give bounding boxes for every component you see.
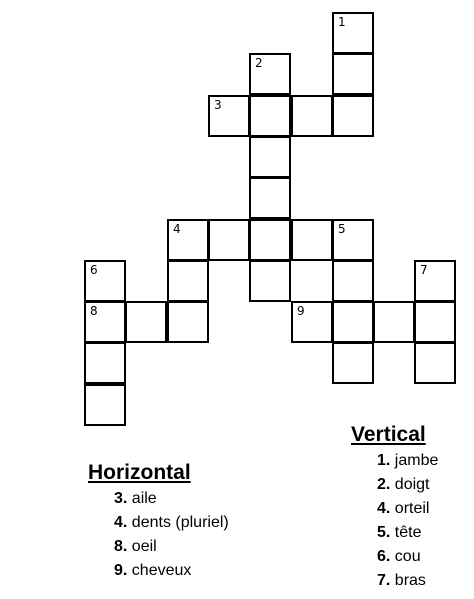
clue-number: 4.	[114, 514, 128, 531]
crossword-cell[interactable]	[84, 384, 126, 426]
horizontal-title: Horizontal	[88, 461, 191, 484]
crossword-cell[interactable]	[332, 342, 374, 384]
crossword-cell[interactable]	[291, 95, 333, 137]
crossword-cell[interactable]	[249, 260, 291, 302]
crossword-cell[interactable]	[208, 219, 250, 261]
crossword-cell[interactable]	[332, 12, 374, 54]
crossword-cell[interactable]	[249, 95, 291, 137]
crossword-cell[interactable]	[167, 260, 209, 302]
clue-item	[351, 545, 438, 569]
clue-item	[351, 521, 438, 545]
crossword-cell[interactable]	[84, 301, 126, 343]
clue-item	[351, 449, 438, 473]
clue-text: oeil	[131, 538, 157, 555]
clue-number: 6.	[377, 548, 391, 565]
clue-item	[88, 559, 229, 583]
clue-text: orteil	[394, 500, 430, 517]
clue-item	[351, 569, 438, 593]
cell-number: 1	[338, 15, 346, 29]
clue-number: 9.	[114, 562, 128, 579]
clue-item	[351, 473, 438, 497]
vertical-title: Vertical	[351, 423, 426, 446]
crossword-cell[interactable]	[208, 95, 250, 137]
cell-number: 7	[420, 263, 428, 277]
cell-number: 6	[90, 263, 98, 277]
crossword-cell[interactable]	[84, 342, 126, 384]
clue-item	[88, 535, 229, 559]
cell-number: 3	[214, 98, 222, 112]
crossword-cell[interactable]	[249, 136, 291, 178]
crossword-cell[interactable]	[414, 260, 456, 302]
clue-number: 4.	[377, 500, 391, 517]
crossword-cell[interactable]	[249, 53, 291, 95]
cell-number: 9	[297, 304, 305, 318]
clue-item	[88, 511, 229, 535]
clue-text: jambe	[394, 452, 439, 469]
cell-number: 4	[173, 222, 181, 236]
clue-number: 8.	[114, 538, 128, 555]
crossword-cell[interactable]	[332, 95, 374, 137]
clue-number: 5.	[377, 524, 391, 541]
clue-item	[351, 497, 438, 521]
crossword-cell[interactable]	[167, 301, 209, 343]
crossword-cell[interactable]	[332, 219, 374, 261]
clue-number: 7.	[377, 572, 391, 589]
crossword-cell[interactable]	[291, 301, 333, 343]
cell-number: 5	[338, 222, 346, 236]
crossword-cell[interactable]	[291, 219, 333, 261]
crossword-cell[interactable]	[167, 219, 209, 261]
clue-text: cou	[394, 548, 421, 565]
cell-number: 8	[90, 304, 98, 318]
clue-text: aile	[131, 490, 157, 507]
clue-number: 2.	[377, 476, 391, 493]
clue-text: bras	[394, 572, 426, 589]
clue-number: 3.	[114, 490, 128, 507]
cell-number: 2	[255, 56, 263, 70]
clue-text: dents (pluriel)	[131, 514, 229, 531]
crossword-cell[interactable]	[332, 53, 374, 95]
clue-text: cheveux	[131, 562, 192, 579]
clue-text: tête	[394, 524, 422, 541]
clue-number: 1.	[377, 452, 391, 469]
crossword-cell[interactable]	[332, 301, 374, 343]
crossword-cell[interactable]	[414, 342, 456, 384]
crossword-cell[interactable]	[249, 177, 291, 219]
crossword-cell[interactable]	[249, 219, 291, 261]
vertical-clues	[351, 423, 438, 593]
crossword-cell[interactable]	[414, 301, 456, 343]
horizontal-clues	[88, 461, 229, 583]
crossword-cell[interactable]	[125, 301, 167, 343]
crossword-cell[interactable]	[373, 301, 415, 343]
clue-text: doigt	[394, 476, 430, 493]
clue-item	[88, 487, 229, 511]
crossword-cell[interactable]	[332, 260, 374, 302]
crossword-cell[interactable]	[84, 260, 126, 302]
